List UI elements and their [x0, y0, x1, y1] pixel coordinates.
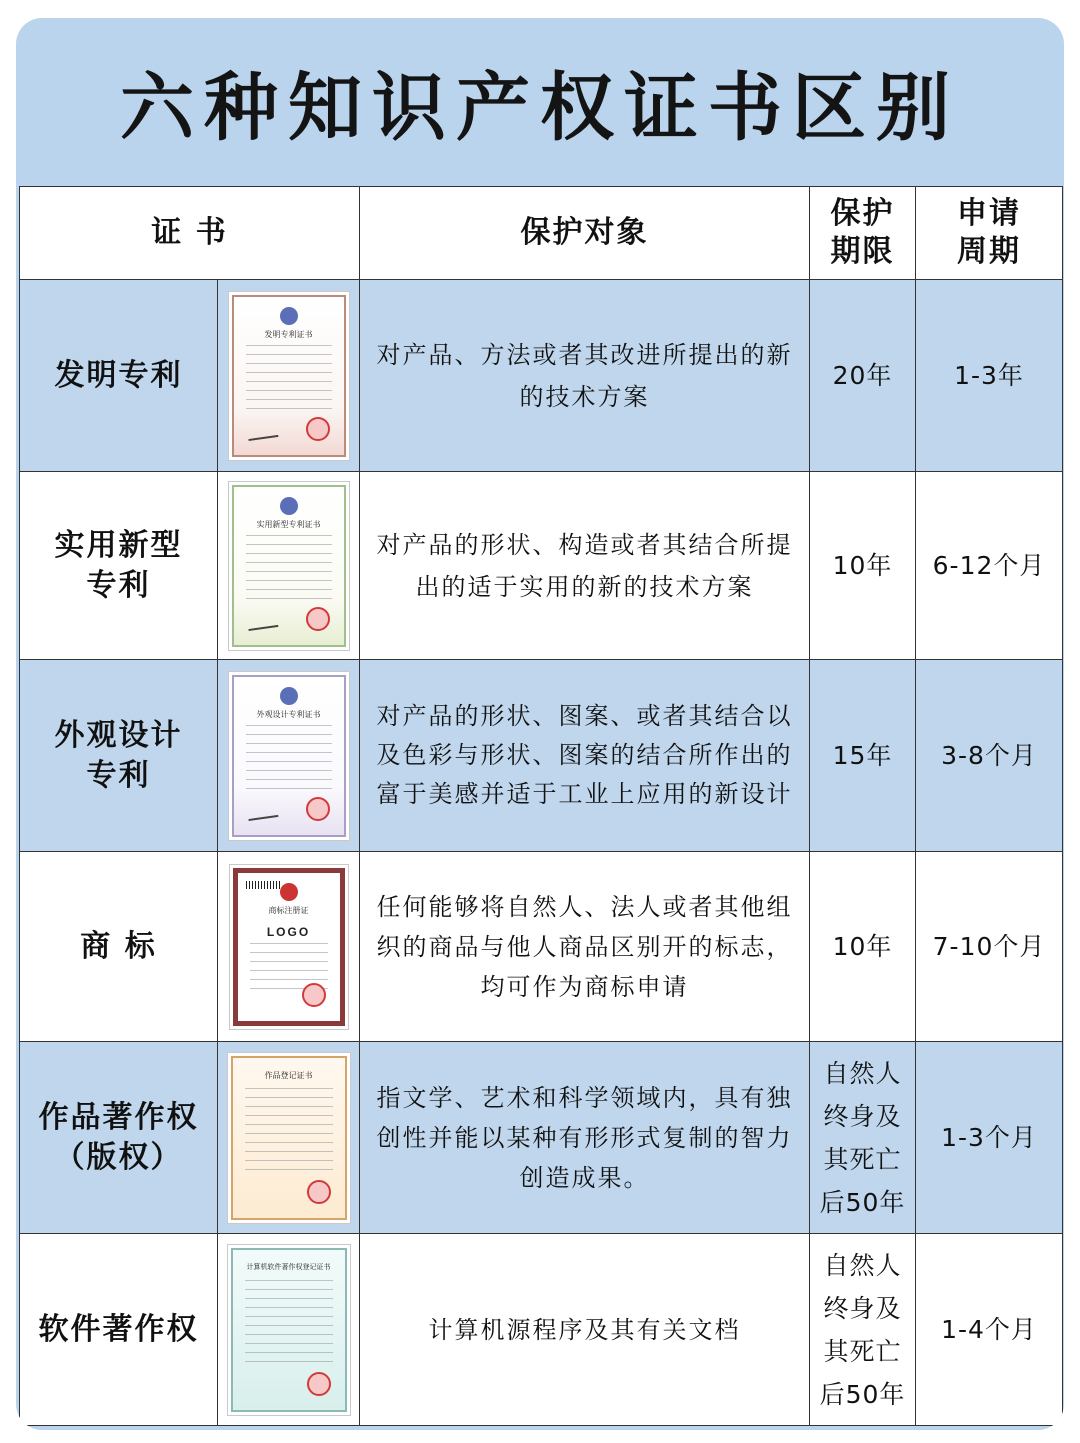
application-cycle: 1-3个月 — [916, 1042, 1063, 1234]
application-cycle: 1-3年 — [916, 280, 1063, 472]
protection-term: 10年 — [810, 852, 916, 1042]
protection-term: 自然人 终身及 其死亡 后50年 — [810, 1234, 916, 1426]
protection-object: 对产品的形状、图案、或者其结合以及色彩与形状、图案的结合所作出的富于美感并适于工业上应用的新设计 — [360, 660, 810, 852]
copyright-work-certificate-icon: 作品登记证书 — [231, 1056, 347, 1220]
table-row — [20, 280, 1063, 472]
protection-term: 15年 — [810, 660, 916, 852]
cert-image — [218, 1042, 360, 1234]
header-cycle: 申请 周期 — [916, 187, 1063, 280]
protection-term: 自然人 终身及 其死亡 后50年 — [810, 1042, 916, 1234]
protection-term: 20年 — [810, 280, 916, 472]
design-patent-certificate-icon: 外观设计专利证书 — [232, 675, 346, 837]
application-cycle: 6-12个月 — [916, 472, 1063, 660]
cert-name: 外观设计 专利 — [20, 660, 218, 852]
page-title: 六种知识产权证书区别 — [120, 65, 960, 151]
comparison-table — [19, 186, 1063, 1426]
protection-object: 任何能够将自然人、法人或者其他组织的商品与他人商品区别开的标志，均可作为商标申请 — [360, 852, 810, 1042]
infographic-frame — [16, 18, 1064, 1430]
cert-name: 作品著作权 （版权） — [20, 1042, 218, 1234]
application-cycle: 3-8个月 — [916, 660, 1063, 852]
protection-object: 对产品的形状、构造或者其结合所提出的适于实用的新的技术方案 — [360, 472, 810, 660]
protection-term: 10年 — [810, 472, 916, 660]
protection-object: 指文学、艺术和科学领域内，具有独创性并能以某种有形形式复制的智力创造成果。 — [360, 1042, 810, 1234]
application-cycle: 1-4个月 — [916, 1234, 1063, 1426]
protection-object: 对产品、方法或者其改进所提出的新的技术方案 — [360, 280, 810, 472]
table-row — [20, 852, 1063, 1042]
header-object: 保护对象 — [360, 187, 810, 280]
application-cycle: 7-10个月 — [916, 852, 1063, 1042]
cert-name: 实用新型 专利 — [20, 472, 218, 660]
invention-patent-certificate-icon: 发明专利证书 — [232, 295, 346, 457]
software-copyright-certificate-icon: 计算机软件著作权登记证书 — [231, 1248, 347, 1412]
cert-name: 发明专利 — [20, 280, 218, 472]
cert-image — [218, 852, 360, 1042]
cert-image — [218, 660, 360, 852]
trademark-certificate-icon: 商标注册证 LOGO — [233, 868, 345, 1026]
header-cert: 证 书 — [20, 187, 360, 280]
table-row — [20, 1042, 1063, 1234]
cert-image — [218, 280, 360, 472]
header-term: 保护 期限 — [810, 187, 916, 280]
table-row — [20, 660, 1063, 852]
utility-model-certificate-icon: 实用新型专利证书 — [232, 485, 346, 647]
table-row — [20, 1234, 1063, 1426]
protection-object: 计算机源程序及其有关文档 — [360, 1234, 810, 1426]
cert-name: 商 标 — [20, 852, 218, 1042]
cert-image — [218, 472, 360, 660]
table-row — [20, 472, 1063, 660]
cert-image — [218, 1234, 360, 1426]
header-row — [20, 187, 1063, 280]
cert-name: 软件著作权 — [20, 1234, 218, 1426]
